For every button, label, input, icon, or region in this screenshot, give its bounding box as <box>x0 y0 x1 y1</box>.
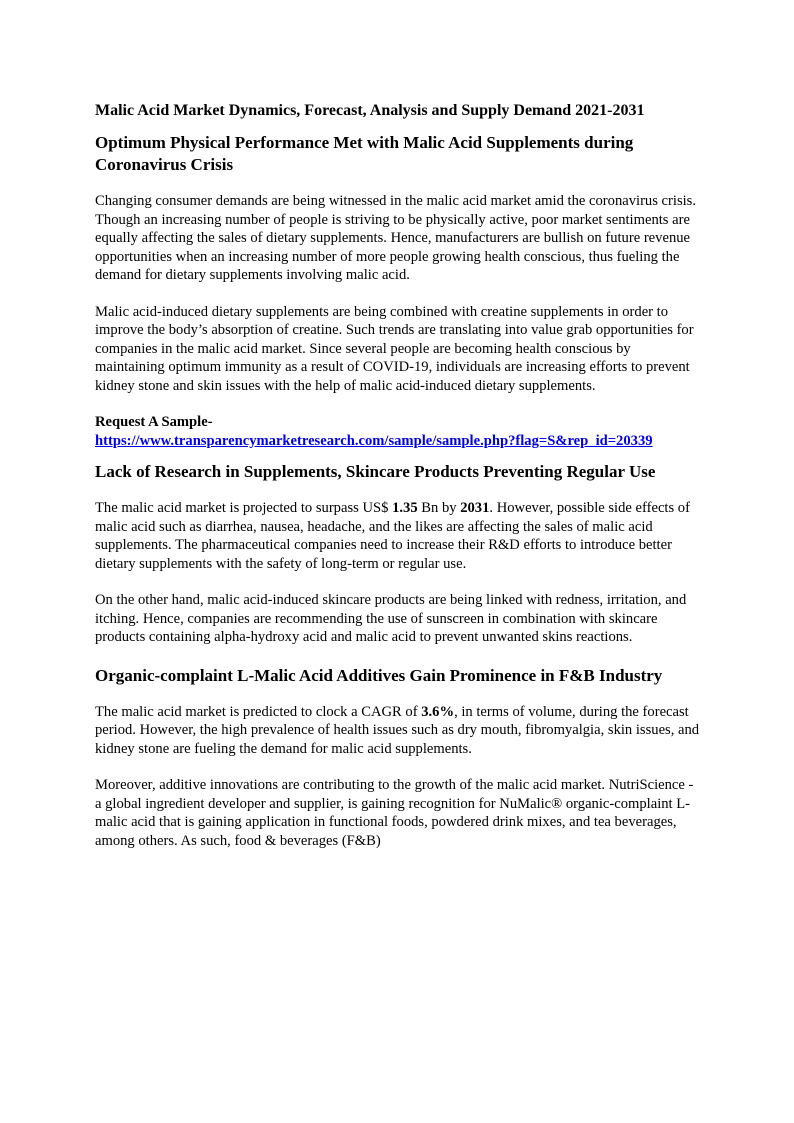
paragraph: Changing consumer demands are being witnessed in the malic acid market amid the coronavirus crisis. Though an increasing number of people is striving to be physically active, poor market sentiments are equally affecting the sales of dietary supplements. Hence, manufacturers are bullish on future revenue opportunities when an increasing number of more people growing health conscious, thus fueling the demand for dietary supplements involving malic acid. <box>95 193 697 283</box>
forecast-year: 2031 <box>460 500 490 516</box>
document-title: Malic Acid Market Dynamics, Forecast, Analysis and Supply Demand 2021-2031 <box>95 102 645 119</box>
cagr-value: 3.6% <box>421 703 455 720</box>
paragraph: Malic acid-induced dietary supplements are being combined with creatine supplements in order to improve the body’s absorption of creatine. Such trends are translating into value grab opportunities for companies in the malic acid market. Since several people are becoming health conscious by maintaining optimum immunity as a result of COVID-19, individuals are increasing efforts to prevent kidney stone and skin issues with the help of malic acid-induced dietary supplements. <box>95 303 694 394</box>
section-heading-physical-performance: Optimum Physical Performance Met with Malic Acid Supplements during Coronavirus Crisis <box>95 133 634 174</box>
section-heading-lack-of-research: Lack of Research in Supplements, Skincare Products Preventing Regular Use <box>95 462 656 481</box>
sample-request-label: Request A Sample- <box>95 414 213 430</box>
paragraph: Moreover, additive innovations are contributing to the growth of the malic acid market. NutriScience - a global ingredient developer and supplier, is gaining recognition for NuMalic® organic-complaint L-malic acid that is gaining application in functional foods, powdered drink mixes, and tea beverages, among others. As such, food & beverages (F&B) <box>95 777 694 849</box>
paragraph: The malic acid market is predicted to clock a CAGR of 3.6%, in terms of volume, during the forecast period. However, the high prevalence of health issues such as dry mouth, fibromyalgia, skin issues, and kidney stone are fueling the demand for malic acid supplements. <box>95 703 700 757</box>
paragraph: On the other hand, malic acid-induced skincare products are being linked with redness, irritation, and itching. Hence, companies are recommending the use of sunscreen in combination with skincare products containing alpha-hydroxy acid and malic acid to prevent unwanted skins reactions. <box>95 592 687 645</box>
sample-request-link[interactable]: https://www.transparencymarketresearch.com/sample/sample.php?flag=S&rep_id=20339 <box>95 432 653 449</box>
sample-request <box>95 413 700 450</box>
paragraph: The malic acid market is projected to surpass US$ 1.35 Bn by 2031. However, possible side effects of malic acid such as diarrhea, nausea, headache, and the likes are affecting the sales of malic acid supplements. The pharmaceutical companies need to increase their R&D efforts to introduce better dietary supplements with the safety of long-term or regular use. <box>95 500 690 572</box>
section-heading-organic-compliant: Organic-complaint L-Malic Acid Additives Gain Prominence in F&B Industry <box>95 665 663 685</box>
market-value: 1.35 <box>392 500 418 516</box>
